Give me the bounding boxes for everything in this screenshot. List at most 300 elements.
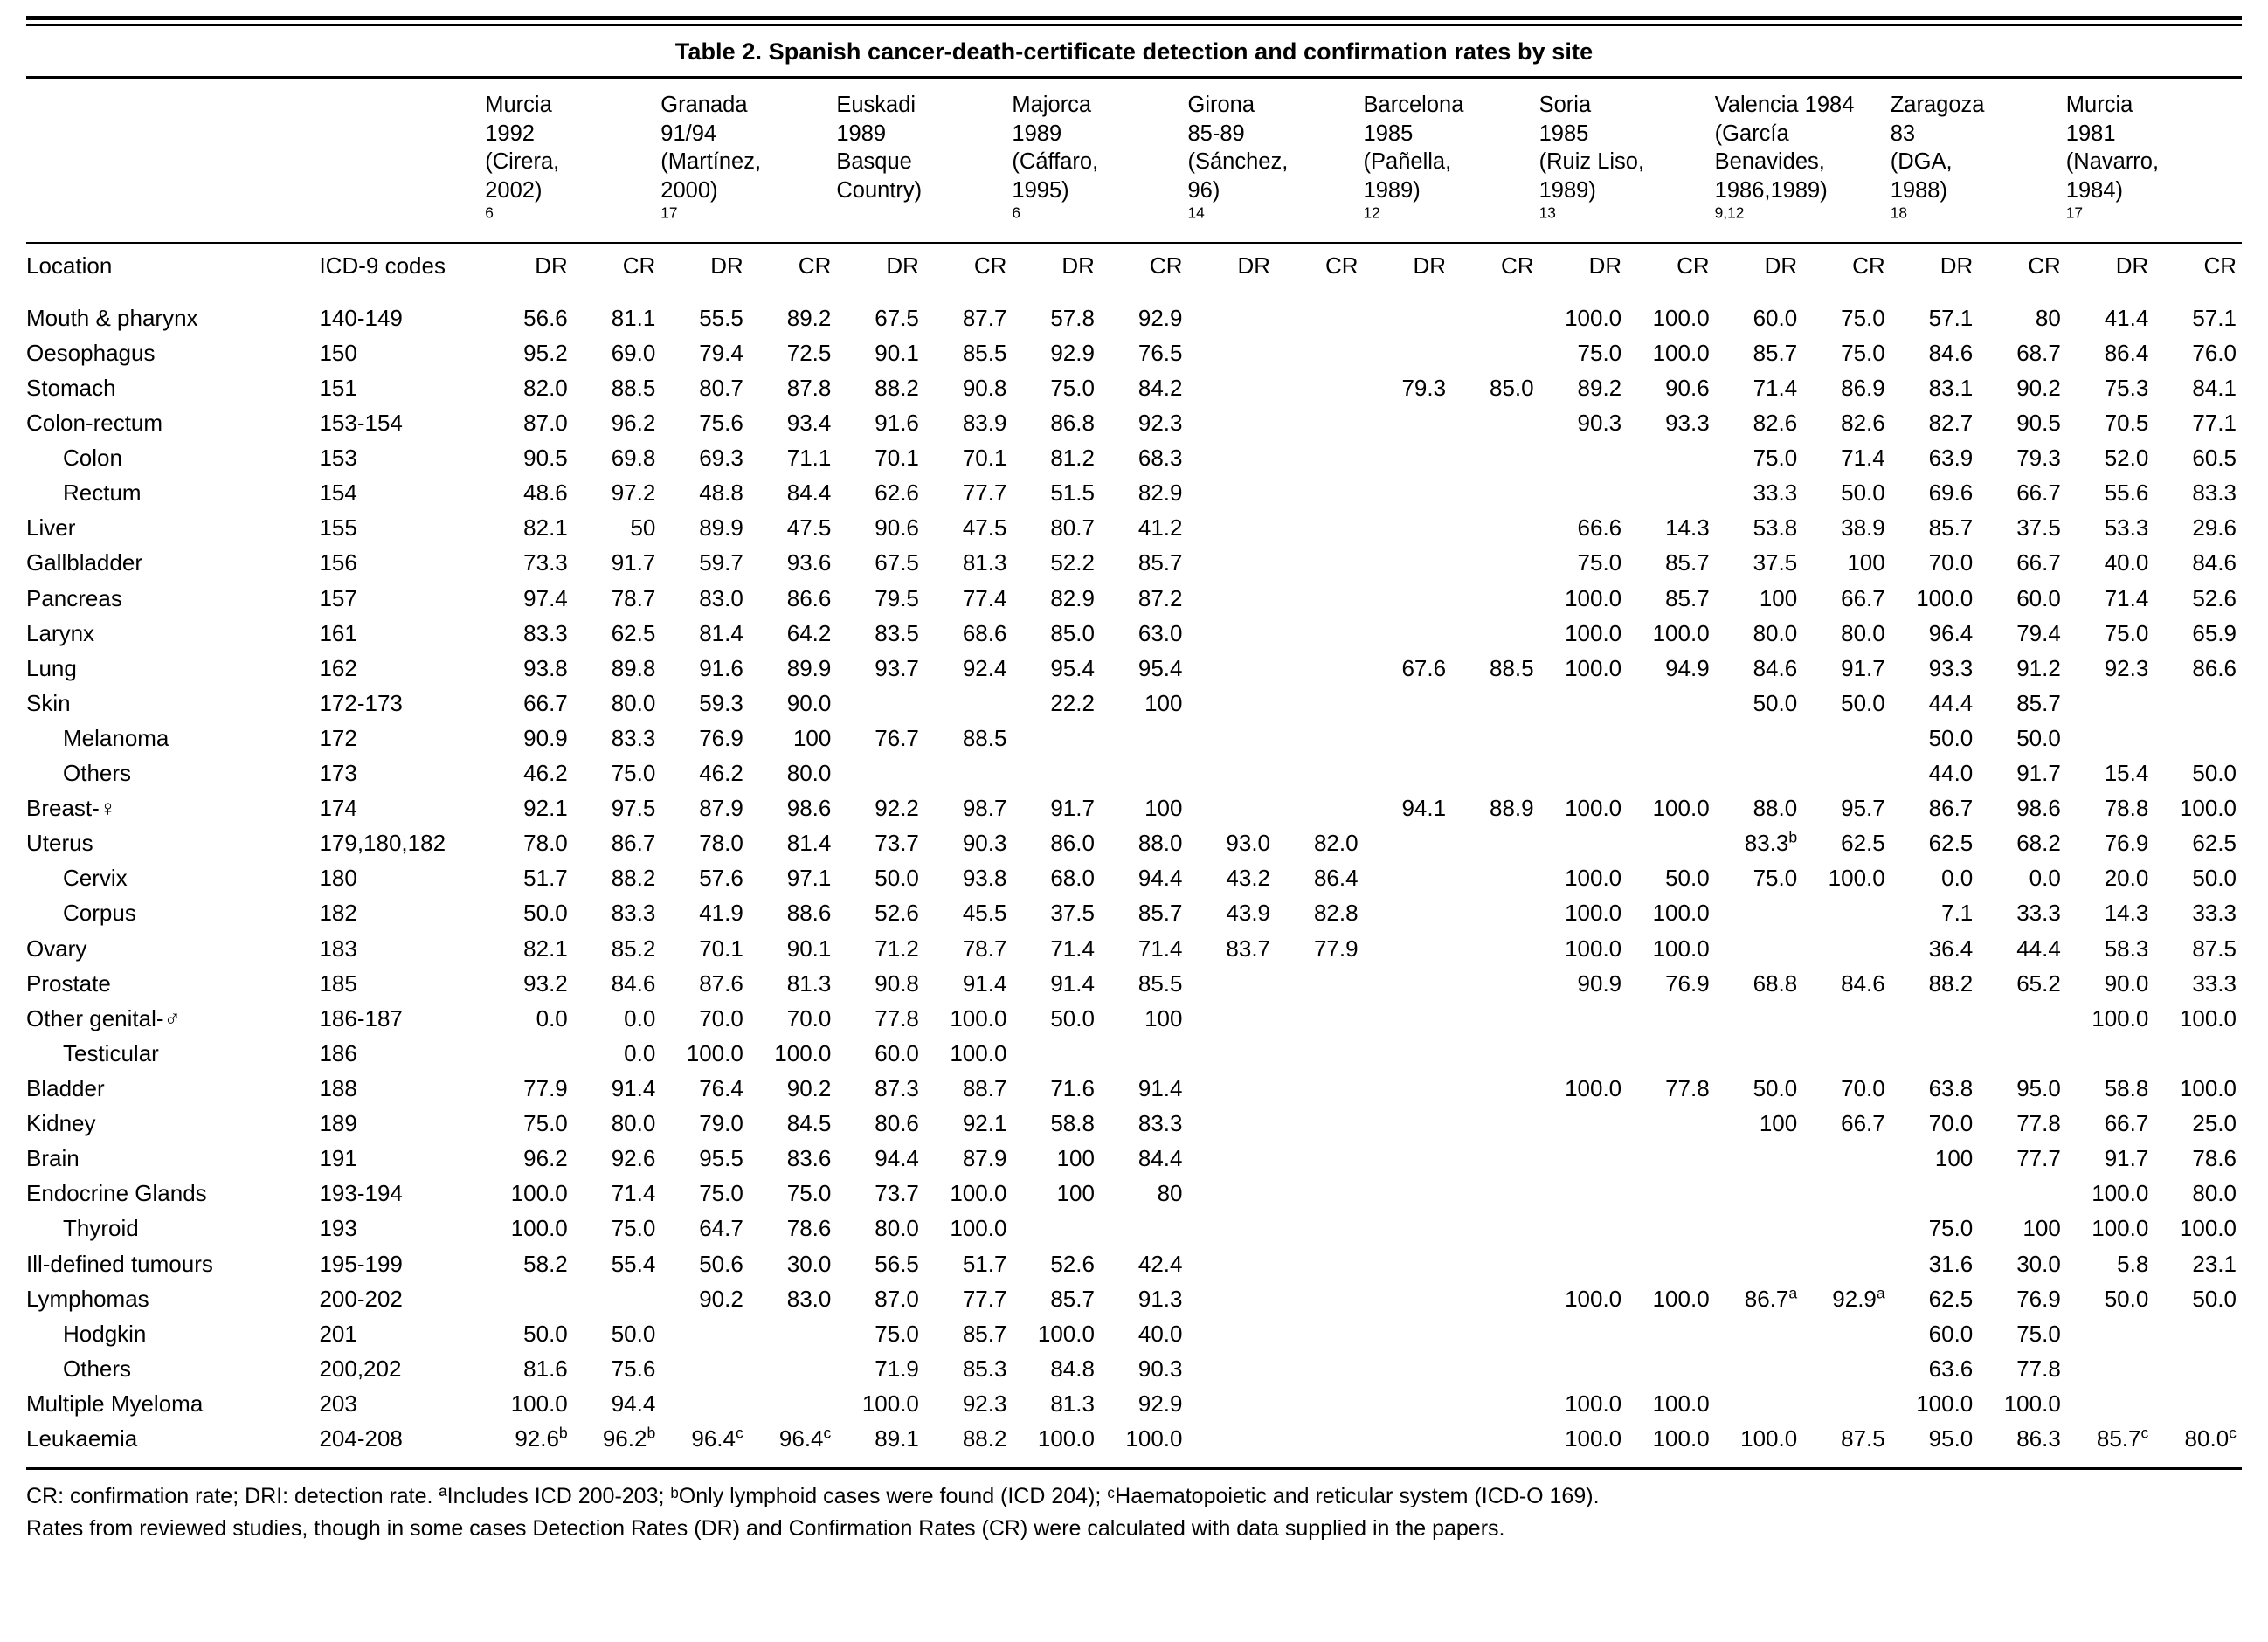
cell-cr-10: 33.3 xyxy=(2192,969,2237,997)
cell-dr-5 xyxy=(1187,1107,1276,1142)
cell-dr-2: 79.4 xyxy=(699,339,743,366)
cell-cr-9: 91.7 xyxy=(2016,760,2061,787)
cell-dr-2: 59.3 xyxy=(699,689,743,716)
cell-cr-1: 89.8 xyxy=(611,654,656,681)
cell-cr-6 xyxy=(1451,1142,1539,1176)
cell-dr-10 xyxy=(2066,721,2154,755)
cell-cr-2: 70.0 xyxy=(786,1004,832,1031)
cell-dr-4: 71.6 xyxy=(1050,1075,1095,1102)
cell-dr-7: 100.0 xyxy=(1565,654,1622,681)
cell-dr-8: 100 xyxy=(1759,584,1798,611)
cell-cr-1: 75.6 xyxy=(611,1355,656,1382)
cell-dr-10: 70.5 xyxy=(2104,409,2149,436)
cell-cr-1: 80.0 xyxy=(611,689,656,716)
cell-cr-5 xyxy=(1276,335,1364,370)
cell-dr-4: 82.9 xyxy=(1050,584,1095,611)
cell-dr-8 xyxy=(1715,1142,1803,1176)
cell-dr-10 xyxy=(2066,1387,2154,1422)
table-row xyxy=(26,546,2242,581)
cell-cr-8: 86.9 xyxy=(1841,374,1885,401)
cell-cr-1: 75.0 xyxy=(611,760,656,787)
group-header-zaragoza: Zaragoza 83 (DGA, 1988) $^{18}$ xyxy=(1890,93,1985,221)
cell-cr-9: 66.7 xyxy=(2016,549,2061,576)
cell-dr-7: 100.0 xyxy=(1565,900,1622,927)
cell-dr-6 xyxy=(1364,1072,1452,1107)
cell-cr-8 xyxy=(1802,1211,1891,1246)
table-row xyxy=(26,721,2242,755)
cell-cr-10 xyxy=(2154,686,2242,721)
cell-cr-8: 71.4 xyxy=(1841,445,1885,472)
cell-cr-5 xyxy=(1276,651,1364,686)
cell-cr-10: 65.9 xyxy=(2192,619,2237,646)
cell-cr-1: 50 xyxy=(630,514,656,542)
cell-cr-4: 85.5 xyxy=(1137,969,1183,997)
cell-cr-9: 100 xyxy=(2023,1215,2061,1242)
cell-dr-3: 67.5 xyxy=(875,549,919,576)
cell-cr-6 xyxy=(1451,826,1539,861)
cell-dr-3: 50.0 xyxy=(875,865,919,892)
table-row xyxy=(26,476,2242,511)
cell-dr-4: 100.0 xyxy=(1037,1320,1095,1347)
col-header-cr-10: CR xyxy=(2154,243,2242,290)
row-location: Colon xyxy=(63,445,122,472)
cell-cr-9: 79.4 xyxy=(2016,619,2061,646)
cell-cr-9: 95.0 xyxy=(2016,1075,2061,1102)
cell-cr-5 xyxy=(1276,1211,1364,1246)
cell-cr-1: 71.4 xyxy=(611,1180,656,1207)
cell-cr-2: 93.6 xyxy=(786,549,832,576)
cell-cr-9 xyxy=(1978,1036,2066,1071)
cell-dr-3 xyxy=(836,686,924,721)
cell-dr-7: 100.0 xyxy=(1565,304,1622,331)
cell-cr-4: 92.9 xyxy=(1137,304,1183,331)
cell-dr-8: 88.0 xyxy=(1753,795,1798,822)
cell-dr-3: 71.2 xyxy=(875,935,919,962)
cell-cr-3: 91.4 xyxy=(962,969,1007,997)
cell-dr-10: 78.8 xyxy=(2104,795,2149,822)
cell-dr-6: 79.3 xyxy=(1401,374,1447,401)
group-header-murcia-1981: Murcia 1981 (Navarro, 1984) $^{17}$ xyxy=(2065,93,2160,221)
cell-cr-7: 93.3 xyxy=(1665,409,1710,436)
cell-dr-3: 79.5 xyxy=(875,584,919,611)
cell-dr-8: 60.0 xyxy=(1753,304,1798,331)
cell-dr-2: 55.5 xyxy=(699,304,743,331)
row-location: Corpus xyxy=(63,900,136,927)
cell-cr-10 xyxy=(2154,721,2242,755)
cell-cr-2: 84.5 xyxy=(786,1110,832,1137)
row-icd-code: 193 xyxy=(319,1215,357,1242)
cell-cr-7 xyxy=(1627,1036,1715,1071)
cell-cr-6 xyxy=(1451,1351,1539,1386)
row-icd-code: 201 xyxy=(319,1320,357,1347)
cell-dr-1: 100.0 xyxy=(510,1215,568,1242)
cell-dr-7 xyxy=(1539,1176,1628,1211)
cell-cr-5 xyxy=(1276,1176,1364,1211)
col-header-dr-9: DR xyxy=(1891,243,1979,290)
cell-cr-5 xyxy=(1276,686,1364,721)
cell-cr-8: 100 xyxy=(1847,549,1885,576)
cell-cr-7: 100.0 xyxy=(1652,900,1710,927)
cell-dr-8: 80.0 xyxy=(1753,619,1798,646)
cell-cr-2: 84.4 xyxy=(786,479,832,507)
cell-cr-1: 86.7 xyxy=(611,830,656,857)
cell-cr-6 xyxy=(1451,546,1539,581)
cell-dr-8: 100 xyxy=(1759,1110,1798,1137)
cell-dr-6 xyxy=(1364,1036,1452,1071)
row-icd-code: 180 xyxy=(319,865,357,892)
cell-dr-6 xyxy=(1364,1001,1452,1036)
cell-dr-5 xyxy=(1187,651,1276,686)
cell-dr-10: 100.0 xyxy=(2092,1004,2149,1031)
cell-dr-2: 46.2 xyxy=(699,760,743,787)
cell-cr-6 xyxy=(1451,1211,1539,1246)
cell-cr-6 xyxy=(1451,1036,1539,1071)
row-location: Skin xyxy=(26,689,71,716)
cell-dr-10: 53.3 xyxy=(2104,514,2149,542)
cell-cr-1: 88.5 xyxy=(611,374,656,401)
cell-cr-7 xyxy=(1627,1246,1715,1281)
cell-dr-5 xyxy=(1187,1072,1276,1107)
cell-cr-3: 85.3 xyxy=(962,1355,1007,1382)
cell-cr-5 xyxy=(1276,1142,1364,1176)
cell-dr-3: 87.3 xyxy=(875,1075,919,1102)
cell-dr-7: 100.0 xyxy=(1565,1285,1622,1312)
cell-dr-9: 84.6 xyxy=(1928,339,1974,366)
cell-dr-3 xyxy=(836,756,924,791)
cell-cr-10: 84.1 xyxy=(2192,374,2237,401)
cell-cr-10: 78.6 xyxy=(2192,1145,2237,1172)
cell-dr-9: 0.0 xyxy=(1941,865,1974,892)
cell-dr-10: 40.0 xyxy=(2104,549,2149,576)
cell-dr-7: 100.0 xyxy=(1565,935,1622,962)
cell-cr-1: 81.1 xyxy=(611,304,656,331)
row-location: Testicular xyxy=(63,1039,159,1066)
cell-cr-6 xyxy=(1451,1316,1539,1351)
cell-dr-1: 92.6$^b$ xyxy=(515,1424,568,1452)
cell-dr-7 xyxy=(1539,686,1628,721)
row-icd-code: 183 xyxy=(319,935,357,962)
cell-dr-6 xyxy=(1364,756,1452,791)
cell-cr-3: 90.8 xyxy=(962,374,1007,401)
cell-dr-4: 100 xyxy=(1056,1180,1095,1207)
cell-cr-10: 86.6 xyxy=(2192,654,2237,681)
row-location: Ill-defined tumours xyxy=(26,1250,213,1277)
cell-dr-3: 90.1 xyxy=(875,339,919,366)
cell-cr-10: 77.1 xyxy=(2192,409,2237,436)
cell-cr-6 xyxy=(1451,616,1539,651)
cell-cr-6 xyxy=(1451,405,1539,440)
cell-cr-2: 81.4 xyxy=(786,830,832,857)
cell-dr-3: 73.7 xyxy=(875,830,919,857)
cell-cr-3: 100.0 xyxy=(950,1215,1007,1242)
cell-dr-8: 100.0 xyxy=(1740,1425,1798,1452)
cell-dr-2: 89.9 xyxy=(699,514,743,542)
cell-cr-2: 88.6 xyxy=(786,900,832,927)
cell-dr-6 xyxy=(1364,896,1452,931)
cell-cr-7 xyxy=(1627,1107,1715,1142)
table-row xyxy=(26,1281,2242,1316)
cell-dr-9: 96.4 xyxy=(1928,619,1974,646)
cell-dr-1: 82.1 xyxy=(523,514,568,542)
cell-dr-6 xyxy=(1364,931,1452,966)
group-header-granada: Granada 91/94 (Martínez, 2000) $^{17}$ xyxy=(660,93,762,221)
cell-cr-10: 33.3 xyxy=(2192,900,2237,927)
cell-dr-8 xyxy=(1715,1001,1803,1036)
cell-dr-6 xyxy=(1364,1351,1452,1386)
cell-cr-3: 98.7 xyxy=(962,795,1007,822)
cell-cr-9: 33.3 xyxy=(2016,900,2061,927)
cell-cr-2: 71.1 xyxy=(786,445,832,472)
cell-dr-1: 50.0 xyxy=(523,900,568,927)
cell-cr-5 xyxy=(1276,581,1364,616)
cell-dr-5 xyxy=(1187,1001,1276,1036)
cell-dr-9: 57.1 xyxy=(1928,304,1974,331)
table-row xyxy=(26,581,2242,616)
cell-dr-6 xyxy=(1364,511,1452,546)
cell-cr-10 xyxy=(2154,1351,2242,1386)
cell-dr-2 xyxy=(660,1387,749,1422)
table-row xyxy=(26,370,2242,405)
cell-dr-10: 91.7 xyxy=(2104,1145,2149,1172)
table-spacer-row xyxy=(26,290,2242,300)
cell-dr-5 xyxy=(1187,1316,1276,1351)
cell-dr-9: 36.4 xyxy=(1928,935,1974,962)
cell-cr-4: 100 xyxy=(1144,795,1183,822)
cell-dr-9: 69.6 xyxy=(1928,479,1974,507)
cell-dr-4 xyxy=(1012,721,1100,755)
cell-cr-8 xyxy=(1802,1246,1891,1281)
cell-dr-10: 92.3 xyxy=(2104,654,2149,681)
cell-dr-10: 52.0 xyxy=(2104,445,2149,472)
table-row xyxy=(26,441,2242,476)
cell-cr-10: 84.6 xyxy=(2192,549,2237,576)
cell-cr-9: 0.0 xyxy=(2029,865,2061,892)
cell-dr-2 xyxy=(660,1316,749,1351)
row-icd-code: 156 xyxy=(319,549,357,576)
cell-cr-2: 72.5 xyxy=(786,339,832,366)
cell-cr-3: 77.7 xyxy=(962,479,1007,507)
cell-dr-7 xyxy=(1539,476,1628,511)
col-header-dr-8: DR xyxy=(1715,243,1803,290)
cell-cr-6: 88.5 xyxy=(1490,654,1534,681)
cell-cr-4: 85.7 xyxy=(1137,549,1183,576)
cell-dr-3: 77.8 xyxy=(875,1004,919,1031)
cell-dr-10: 85.7$^c$ xyxy=(2096,1424,2149,1452)
cell-cr-5 xyxy=(1276,546,1364,581)
cell-dr-2: 81.4 xyxy=(699,619,743,646)
cell-cr-10 xyxy=(2154,1316,2242,1351)
cell-dr-4: 95.4 xyxy=(1050,654,1095,681)
cell-cr-9: 77.7 xyxy=(2016,1145,2061,1172)
cell-dr-2: 64.7 xyxy=(699,1215,743,1242)
cell-dr-5 xyxy=(1187,300,1276,335)
cell-cr-3: 85.5 xyxy=(962,339,1007,366)
cell-cr-4: 100 xyxy=(1144,689,1183,716)
cell-cr-6 xyxy=(1451,966,1539,1001)
cell-cr-3: 87.9 xyxy=(962,1145,1007,1172)
cell-cr-5 xyxy=(1276,1422,1364,1457)
cell-cr-7 xyxy=(1627,826,1715,861)
cell-cr-7 xyxy=(1627,1351,1715,1386)
cell-cr-4: 94.4 xyxy=(1137,865,1183,892)
cell-cr-5 xyxy=(1276,1316,1364,1351)
cell-cr-8 xyxy=(1802,1387,1891,1422)
cell-cr-9: 85.7 xyxy=(2016,689,2061,716)
row-location: Hodgkin xyxy=(63,1320,147,1347)
cell-dr-6 xyxy=(1364,861,1452,896)
cell-cr-10: 52.6 xyxy=(2192,584,2237,611)
cell-dr-7: 66.6 xyxy=(1577,514,1622,542)
cell-cr-2: 89.2 xyxy=(786,304,832,331)
cell-cr-4: 82.9 xyxy=(1137,479,1183,507)
row-location: Gallbladder xyxy=(26,549,142,576)
cell-cr-8: 75.0 xyxy=(1841,339,1885,366)
cell-dr-4: 37.5 xyxy=(1050,900,1095,927)
cell-dr-8 xyxy=(1715,896,1803,931)
cell-cr-1: 55.4 xyxy=(611,1250,656,1277)
cell-cr-1: 80.0 xyxy=(611,1110,656,1137)
cell-dr-9: 85.7 xyxy=(1928,514,1974,542)
cell-dr-10: 100.0 xyxy=(2092,1215,2149,1242)
table-row xyxy=(26,756,2242,791)
cell-dr-4: 71.4 xyxy=(1050,935,1095,962)
cell-cr-2 xyxy=(749,1351,837,1386)
cell-cr-7: 50.0 xyxy=(1665,865,1710,892)
cell-cr-8 xyxy=(1802,1001,1891,1036)
cell-dr-6 xyxy=(1364,1387,1452,1422)
cell-dr-2: 76.4 xyxy=(699,1075,743,1102)
cell-dr-6 xyxy=(1364,1211,1452,1246)
cell-cr-7: 85.7 xyxy=(1665,549,1710,576)
cell-cr-2: 81.3 xyxy=(786,969,832,997)
cell-dr-4: 68.0 xyxy=(1050,865,1095,892)
row-icd-code: 154 xyxy=(319,479,357,507)
cell-cr-2 xyxy=(749,1387,837,1422)
cell-cr-9: 65.2 xyxy=(2016,969,2061,997)
col-header-cr-7: CR xyxy=(1627,243,1715,290)
cell-dr-3: 76.7 xyxy=(875,724,919,751)
cell-dr-8 xyxy=(1715,1387,1803,1422)
row-icd-code: 153 xyxy=(319,445,357,472)
table-row xyxy=(26,300,2242,335)
col-header-dr-2: DR xyxy=(660,243,749,290)
cell-dr-1: 100.0 xyxy=(510,1180,568,1207)
cell-cr-4: 90.3 xyxy=(1137,1355,1183,1382)
row-location: Pancreas xyxy=(26,584,122,611)
cell-cr-10: 83.3 xyxy=(2192,479,2237,507)
cell-cr-8: 95.7 xyxy=(1841,795,1885,822)
cell-cr-5 xyxy=(1276,966,1364,1001)
table-row xyxy=(26,1001,2242,1036)
cell-dr-8 xyxy=(1715,1036,1803,1071)
cell-dr-1: 87.0 xyxy=(523,409,568,436)
col-header-location: Location xyxy=(26,243,319,290)
cell-dr-2: 79.0 xyxy=(699,1110,743,1137)
cell-dr-2: 91.6 xyxy=(699,654,743,681)
cell-cr-6 xyxy=(1451,1001,1539,1036)
cell-dr-8: 50.0 xyxy=(1753,1075,1798,1102)
cell-dr-5 xyxy=(1187,966,1276,1001)
col-header-dr-6: DR xyxy=(1364,243,1452,290)
cell-dr-3: 87.0 xyxy=(875,1285,919,1312)
cell-dr-5 xyxy=(1187,1176,1276,1211)
cell-cr-7 xyxy=(1627,476,1715,511)
cell-cr-10: 29.6 xyxy=(2192,514,2237,542)
cell-dr-2: 69.3 xyxy=(699,445,743,472)
cell-cr-3: 88.2 xyxy=(962,1425,1007,1452)
cell-cr-1: 88.2 xyxy=(611,865,656,892)
cell-dr-8 xyxy=(1715,1211,1803,1246)
cell-cr-8 xyxy=(1802,721,1891,755)
cell-dr-5 xyxy=(1187,721,1276,755)
cell-dr-7: 100.0 xyxy=(1565,619,1622,646)
cell-cr-8: 82.6 xyxy=(1841,409,1885,436)
cell-dr-5 xyxy=(1187,756,1276,791)
cell-cr-3: 77.7 xyxy=(962,1285,1007,1312)
group-header-barcelona: Barcelona 1985 (Pañella, 1989) $^{12}$ xyxy=(1363,93,1464,221)
cell-dr-1: 78.0 xyxy=(523,830,568,857)
cell-cr-6 xyxy=(1451,1107,1539,1142)
cell-dr-6 xyxy=(1364,546,1452,581)
cell-cr-6 xyxy=(1451,441,1539,476)
cell-cr-5 xyxy=(1276,300,1364,335)
cell-cr-1: 96.2 xyxy=(611,409,656,436)
cell-cr-9: 66.7 xyxy=(2016,479,2061,507)
cell-cr-7 xyxy=(1627,1142,1715,1176)
row-location: Mouth & pharynx xyxy=(26,304,198,331)
group-header-euskadi: Euskadi 1989 Basque Country) xyxy=(836,93,923,203)
cell-cr-8 xyxy=(1802,896,1891,931)
cell-cr-3: 92.3 xyxy=(962,1390,1007,1418)
cell-dr-9: 75.0 xyxy=(1928,1215,1974,1242)
cell-dr-4: 86.8 xyxy=(1050,409,1095,436)
cell-dr-7: 100.0 xyxy=(1565,795,1622,822)
cell-cr-2: 80.0 xyxy=(786,760,832,787)
cell-dr-3: 90.8 xyxy=(875,969,919,997)
row-location: Endocrine Glands xyxy=(26,1180,207,1207)
row-icd-code: 186 xyxy=(319,1039,357,1066)
row-location: Uterus xyxy=(26,830,93,857)
cell-cr-3: 83.9 xyxy=(962,409,1007,436)
cell-dr-6 xyxy=(1364,616,1452,651)
cell-dr-8: 75.0 xyxy=(1753,865,1798,892)
row-icd-code: 195-199 xyxy=(319,1250,403,1277)
cell-cr-8: 84.6 xyxy=(1841,969,1885,997)
cell-dr-1 xyxy=(485,1036,573,1071)
row-location: Lung xyxy=(26,654,77,681)
cell-dr-5 xyxy=(1187,1246,1276,1281)
cell-dr-1: 100.0 xyxy=(510,1390,568,1418)
cell-cr-9: 91.2 xyxy=(2016,654,2061,681)
col-header-dr-1: DR xyxy=(485,243,573,290)
cell-dr-9: 100.0 xyxy=(1916,584,1974,611)
cell-cr-3: 88.5 xyxy=(962,724,1007,751)
cell-cr-1: 62.5 xyxy=(611,619,656,646)
cell-dr-5 xyxy=(1187,686,1276,721)
cell-dr-9: 60.0 xyxy=(1928,1320,1974,1347)
cell-cr-4: 87.2 xyxy=(1137,584,1183,611)
cell-cr-3 xyxy=(924,686,1013,721)
table-row xyxy=(26,1246,2242,1281)
row-icd-code: 200,202 xyxy=(319,1355,402,1382)
row-location: Breast-♀ xyxy=(26,795,117,822)
row-icd-code: 203 xyxy=(319,1390,357,1418)
cell-cr-3: 77.4 xyxy=(962,584,1007,611)
cell-dr-1: 96.2 xyxy=(523,1145,568,1172)
row-location: Lymphomas xyxy=(26,1285,149,1312)
cell-cr-7: 76.9 xyxy=(1665,969,1710,997)
cell-dr-4: 52.2 xyxy=(1050,549,1095,576)
